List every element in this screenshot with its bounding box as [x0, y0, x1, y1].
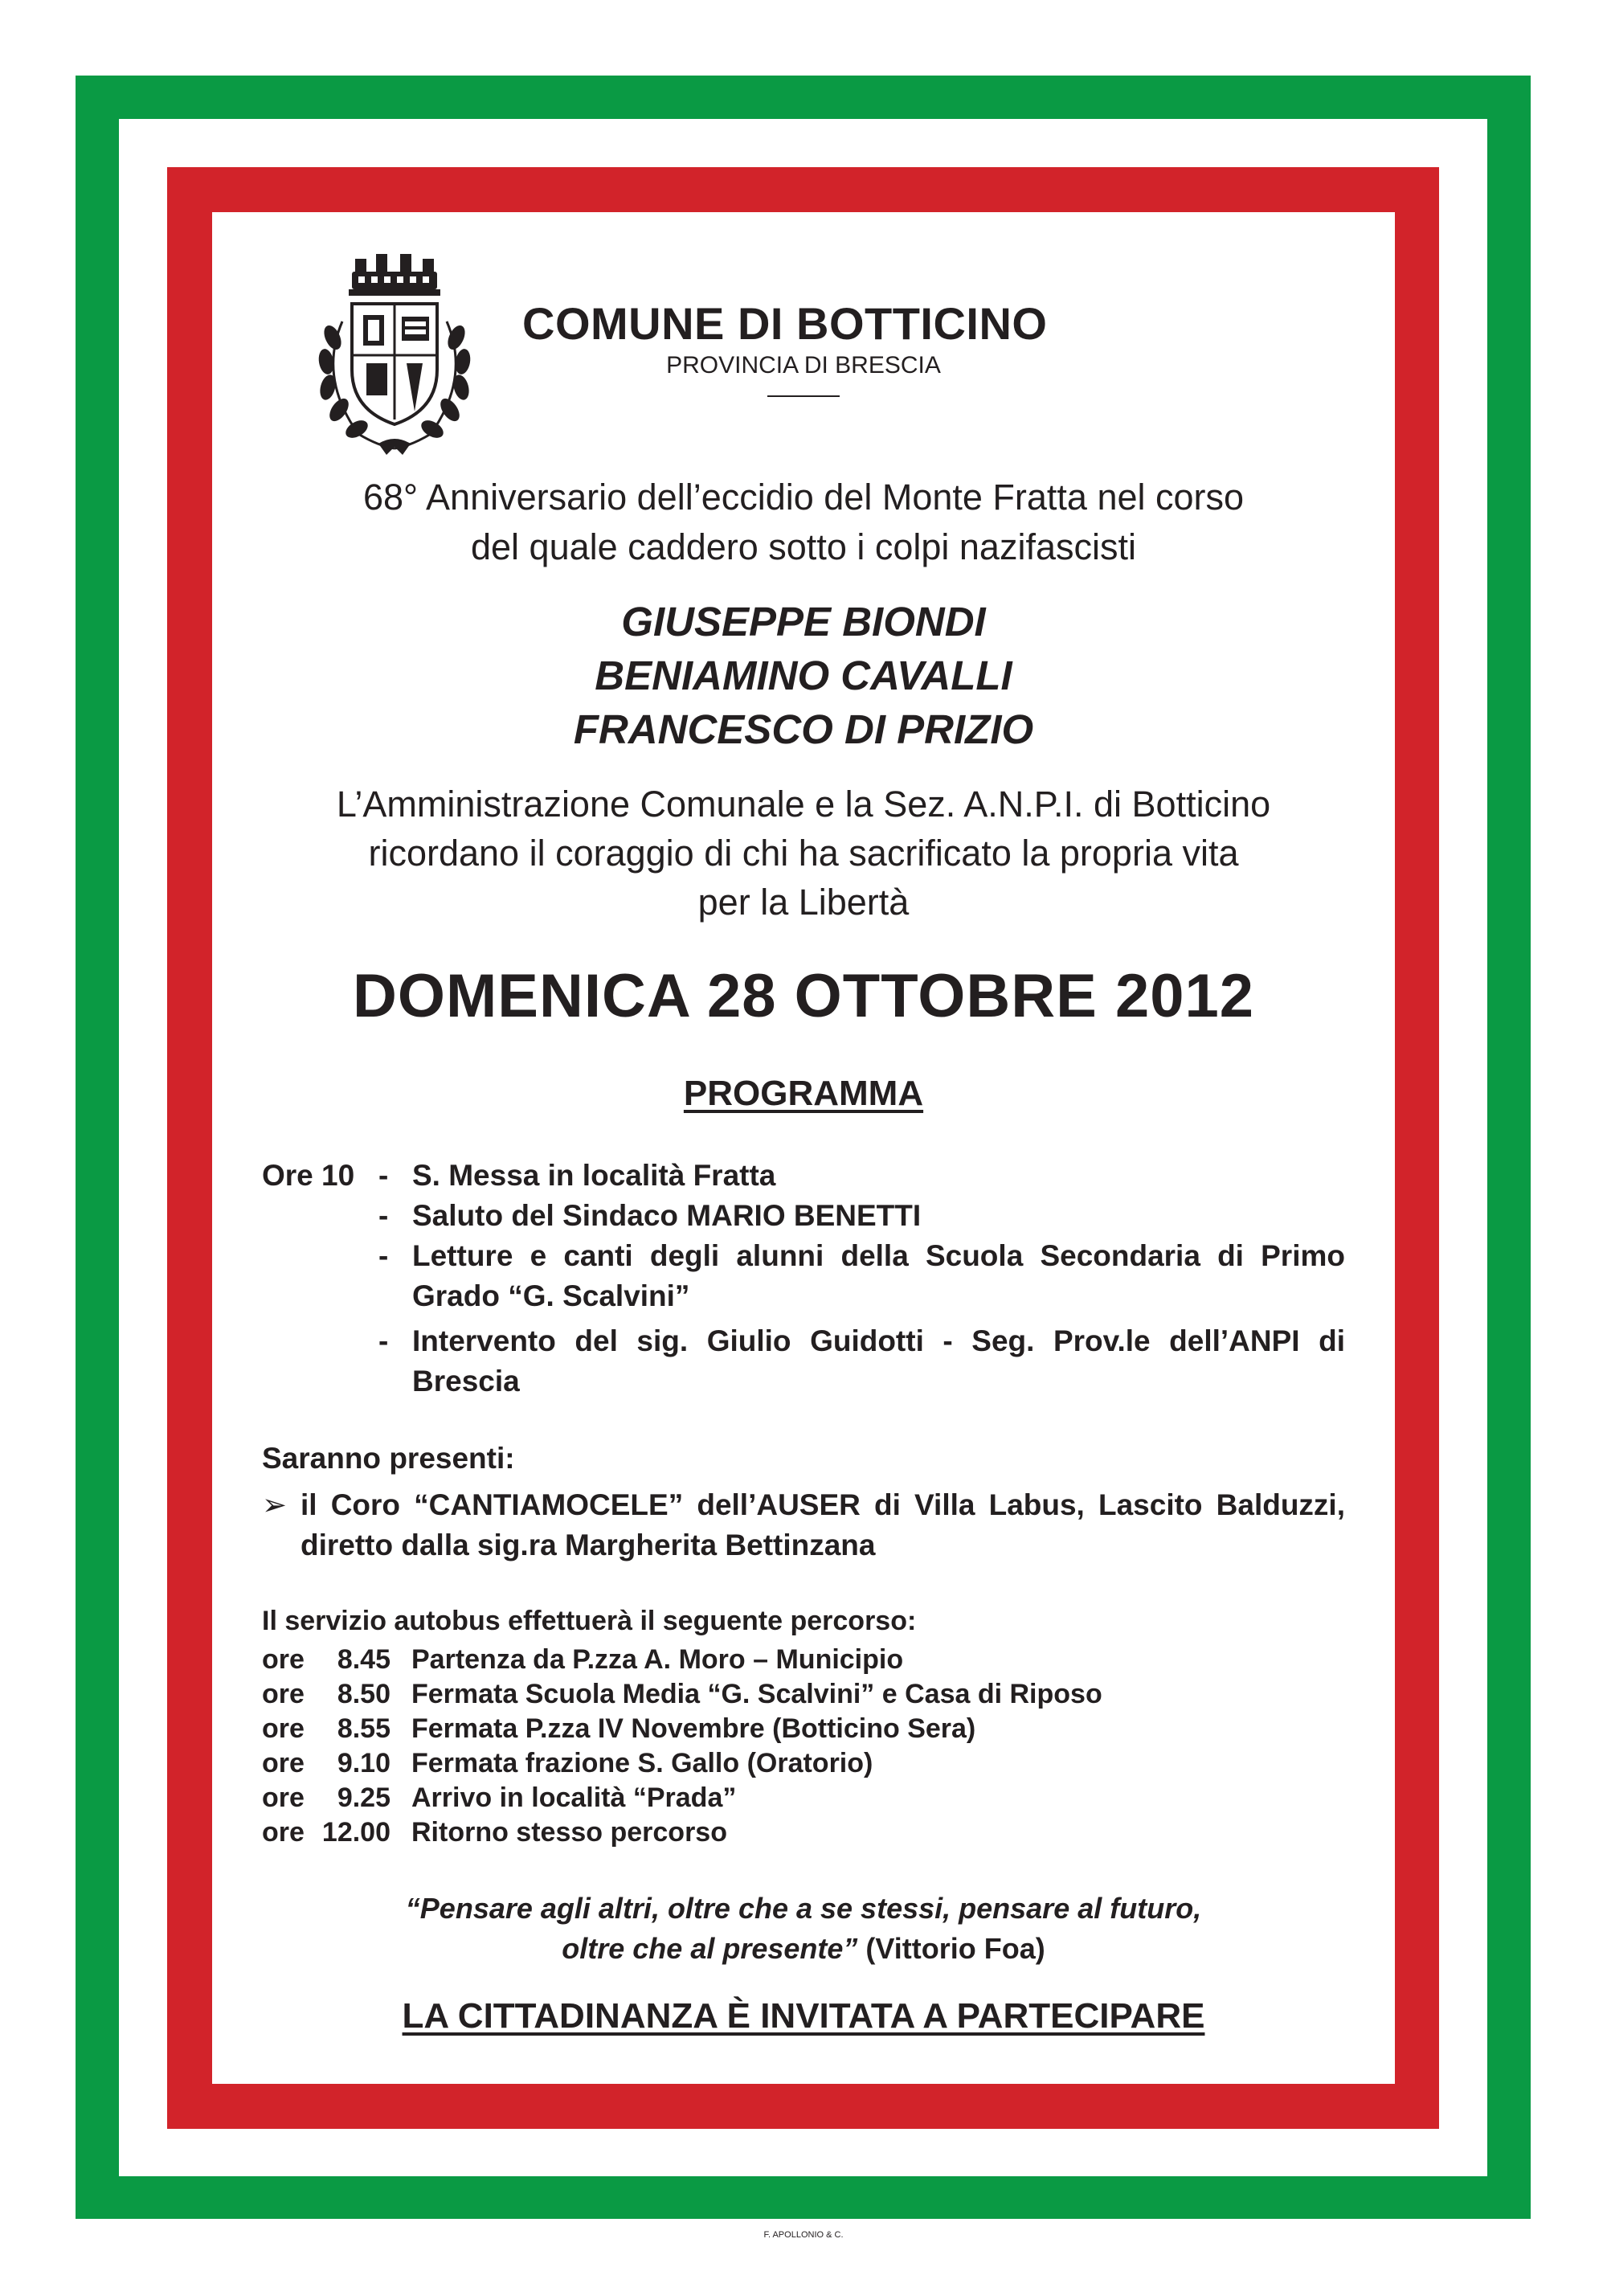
bus-time: 9.25 [337, 1782, 391, 1813]
victim-name: BENIAMINO CAVALLI [595, 653, 1012, 698]
header-divider [767, 395, 840, 397]
bus-stop: ore 9.10 Fermata frazione S. Gallo (Oratorio) [262, 1746, 1306, 1781]
statement-line-3: per la Libertà [697, 882, 910, 923]
quote-line-1: “Pensare agli altri, oltre che a se stessi, pensare al futuro, [405, 1892, 1202, 1925]
bus-time: 8.55 [337, 1713, 391, 1744]
quote-author: (Vittorio Foa) [865, 1932, 1045, 1965]
presenti-item-text: il Coro “CANTIAMOCELE” dell’AUSER di Villa Labus, Lascito Balduzzi, diretto dalla sig.ra Margherita Bettinzana [301, 1488, 1345, 1561]
presenti-item [262, 1485, 1345, 1565]
bus-stop: ore 8.45 Partenza da P.zza A. Moro – Municipio [262, 1643, 1306, 1677]
bus-desc: Fermata P.zza IV Novembre (Botticino Sera) [411, 1713, 976, 1744]
anniversary-line-1: 68° Anniversario dell’eccidio del Monte Fratta nel corso [362, 477, 1245, 518]
anniversary-line-2: del quale caddero sotto i colpi nazifascisti [471, 526, 1136, 567]
bus-desc: Fermata frazione S. Gallo (Oratorio) [411, 1748, 873, 1778]
invitation-text: LA CITTADINANZA È INVITATA A PARTECIPARE [402, 1996, 1205, 2036]
programma-item: - Letture e canti degli alunni della Scuola Secondaria di Primo Grado “G. Scalvini” [262, 1236, 1345, 1316]
victim-name: FRANCESCO DI PRIZIO [573, 706, 1034, 752]
bus-desc: Arrivo in località “Prada” [411, 1782, 737, 1813]
bus-time: 9.10 [337, 1748, 391, 1778]
presenti-heading: Saranno presenti: [262, 1442, 515, 1475]
programma-item-text: Saluto del Sindaco MARIO BENETTI [412, 1199, 922, 1232]
victims-names [212, 595, 1395, 756]
bus-stop: ore 8.55 Fermata P.zza IV Novembre (Botticino Sera) [262, 1712, 1306, 1746]
bus-desc: Ritorno stesso percorso [411, 1817, 727, 1848]
bus-desc: Fermata Scuola Media “G. Scalvini” e Casa di Riposo [411, 1679, 1102, 1709]
programma-heading: PROGRAMMA [683, 1074, 924, 1113]
programma-time: Ore 10 [262, 1159, 355, 1192]
municipal-crest-icon [302, 249, 487, 458]
bus-time: 8.50 [337, 1679, 391, 1709]
quote-line-2: oltre che al presente” [562, 1932, 858, 1965]
programma-item: - Intervento del sig. Giulio Guidotti - Seg. Prov.le dell’ANPI di Brescia [262, 1321, 1345, 1402]
arrow-bullet-icon: ➢ [262, 1488, 288, 1521]
bus-time: 8.45 [337, 1644, 391, 1675]
programma-item: Ore 10 - S. Messa in località Fratta [262, 1156, 1345, 1196]
bus-stop: ore 12.00 Ritorno stesso percorso [262, 1815, 1306, 1850]
provincia-subtitle: PROVINCIA DI BRESCIA [666, 352, 941, 379]
statement-line-2: ricordano il coraggio di chi ha sacrificato la propria vita [368, 833, 1239, 874]
quote [212, 1889, 1395, 1969]
event-date: DOMENICA 28 OTTOBRE 2012 [352, 962, 1255, 1030]
bus-schedule [262, 1643, 1306, 1850]
comune-title: COMUNE DI BOTTICINO [522, 298, 1048, 349]
bus-time: 12.00 [321, 1817, 391, 1848]
programma-item-text: Letture e canti degli alunni della Scuola Secondaria di Primo Grado “G. Scalvini” [412, 1239, 1345, 1312]
anniversary-text [212, 473, 1395, 572]
programma-item-text: Intervento del sig. Giulio Guidotti - Seg. Prov.le dell’ANPI di Brescia [412, 1324, 1345, 1398]
statement-line-1: L’Amministrazione Comunale e la Sez. A.N.P.I. di Botticino [336, 784, 1271, 825]
bus-stop: ore 8.50 Fermata Scuola Media “G. Scalvini” e Casa di Riposo [262, 1677, 1306, 1712]
bus-desc: Partenza da P.zza A. Moro – Municipio [411, 1644, 904, 1675]
bus-heading: Il servizio autobus effettuerà il seguente percorso: [262, 1606, 917, 1636]
victim-name: GIUSEPPE BIONDI [621, 599, 986, 645]
programma-list [262, 1156, 1345, 1402]
printer-credit: F. APOLLONIO & C. [763, 2230, 844, 2240]
programma-item-text: S. Messa in località Fratta [412, 1159, 776, 1192]
programma-item: - Saluto del Sindaco MARIO BENETTI [262, 1196, 1345, 1236]
bus-stop: ore 9.25 Arrivo in località “Prada” [262, 1781, 1306, 1815]
administration-statement [212, 780, 1395, 927]
